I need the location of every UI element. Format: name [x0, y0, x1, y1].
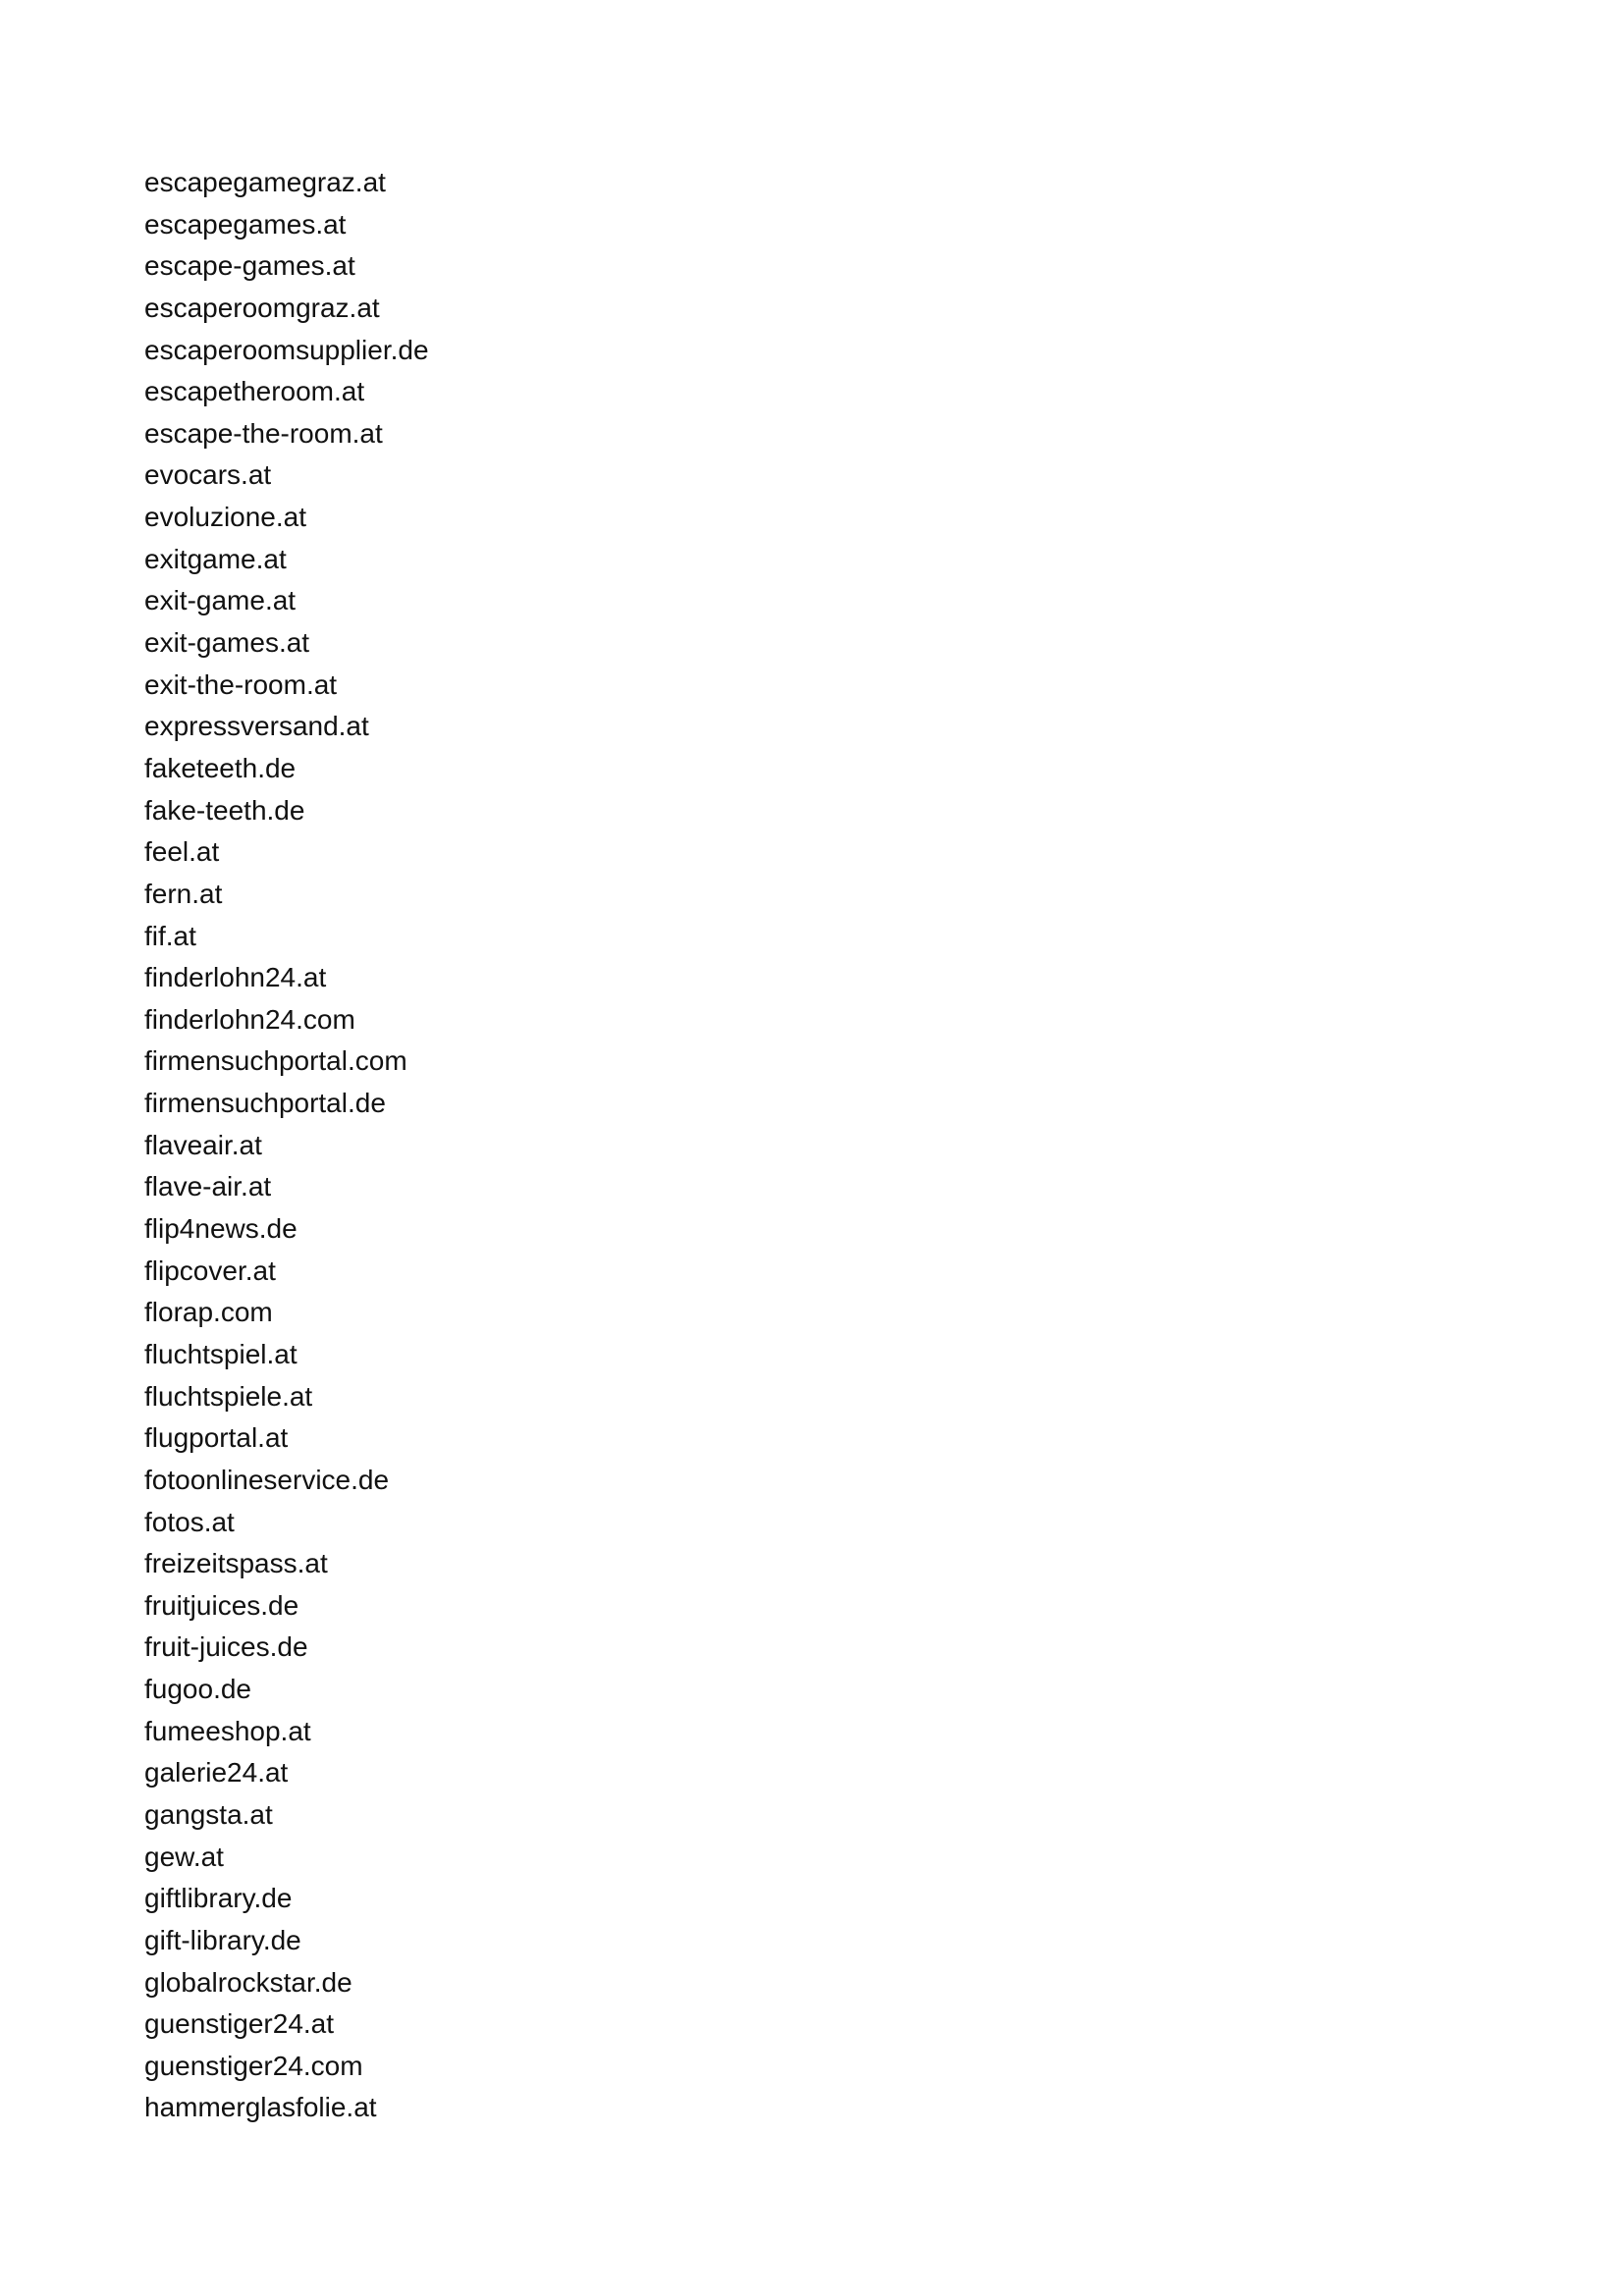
domain-item: fif.at — [144, 920, 196, 951]
domain-item: flip4news.de — [144, 1213, 298, 1245]
domain-item: faketeeth.de — [144, 752, 297, 783]
domain-item: escapetheroom.at — [144, 376, 365, 407]
domain-item: gift-library.de — [144, 1924, 301, 1955]
domain-item: giftlibrary.de — [144, 1883, 293, 1914]
domain-item: fotoonlineservice.de — [144, 1464, 390, 1495]
domain-item: gew.at — [144, 1841, 224, 1872]
domain-item: flugportal.at — [144, 1422, 289, 1454]
domain-item: exit-game.at — [144, 585, 297, 616]
domain-item: escaperoomsupplier.de — [144, 334, 429, 365]
domain-item: fern.at — [144, 878, 223, 909]
domain-item: galerie24.at — [144, 1757, 289, 1789]
domain-item: evoluzione.at — [144, 502, 307, 533]
domain-item: fruit-juices.de — [144, 1631, 308, 1663]
domain-item: evocars.at — [144, 459, 272, 491]
domain-item: hammerglasfolie.at — [144, 2092, 377, 2123]
domain-item: flipcover.at — [144, 1255, 276, 1286]
domain-item: escape-the-room.at — [144, 417, 383, 449]
domain-item: florap.com — [144, 1297, 273, 1328]
domain-item: feel.at — [144, 836, 220, 868]
domain-item: exitgame.at — [144, 543, 287, 574]
domain-item: finderlohn24.com — [144, 1003, 355, 1035]
domain-item: expressversand.at — [144, 711, 369, 742]
domain-item: escape-games.at — [144, 250, 355, 282]
domain-item: fluchtspiel.at — [144, 1338, 298, 1369]
domain-item: escapegames.at — [144, 208, 347, 240]
domain-item: guenstiger24.com — [144, 2050, 363, 2081]
domain-item: fruitjuices.de — [144, 1589, 299, 1621]
domain-item: fake-teeth.de — [144, 794, 305, 826]
domain-item: escaperoomgraz.at — [144, 292, 380, 323]
domain-item: firmensuchportal.de — [144, 1088, 386, 1119]
domain-item: escapegamegraz.at — [144, 167, 386, 197]
domain-item: globalrockstar.de — [144, 1966, 352, 1998]
domain-item: finderlohn24.at — [144, 962, 327, 993]
domain-item: firmensuchportal.com — [144, 1045, 407, 1077]
domain-list — [144, 162, 429, 2129]
domain-item: gangsta.at — [144, 1798, 273, 1830]
domain-item: freizeitspass.at — [144, 1548, 328, 1579]
domain-item: fugoo.de — [144, 1674, 251, 1705]
domain-item: exit-the-room.at — [144, 668, 338, 700]
domain-item: fumeeshop.at — [144, 1715, 311, 1746]
domain-item: fotos.at — [144, 1506, 235, 1537]
domain-item: flave-air.at — [144, 1171, 272, 1202]
domain-item: guenstiger24.at — [144, 2008, 335, 2040]
domain-item: fluchtspiele.at — [144, 1380, 313, 1412]
domain-item: flaveair.at — [144, 1129, 262, 1160]
domain-item: exit-games.at — [144, 627, 310, 659]
